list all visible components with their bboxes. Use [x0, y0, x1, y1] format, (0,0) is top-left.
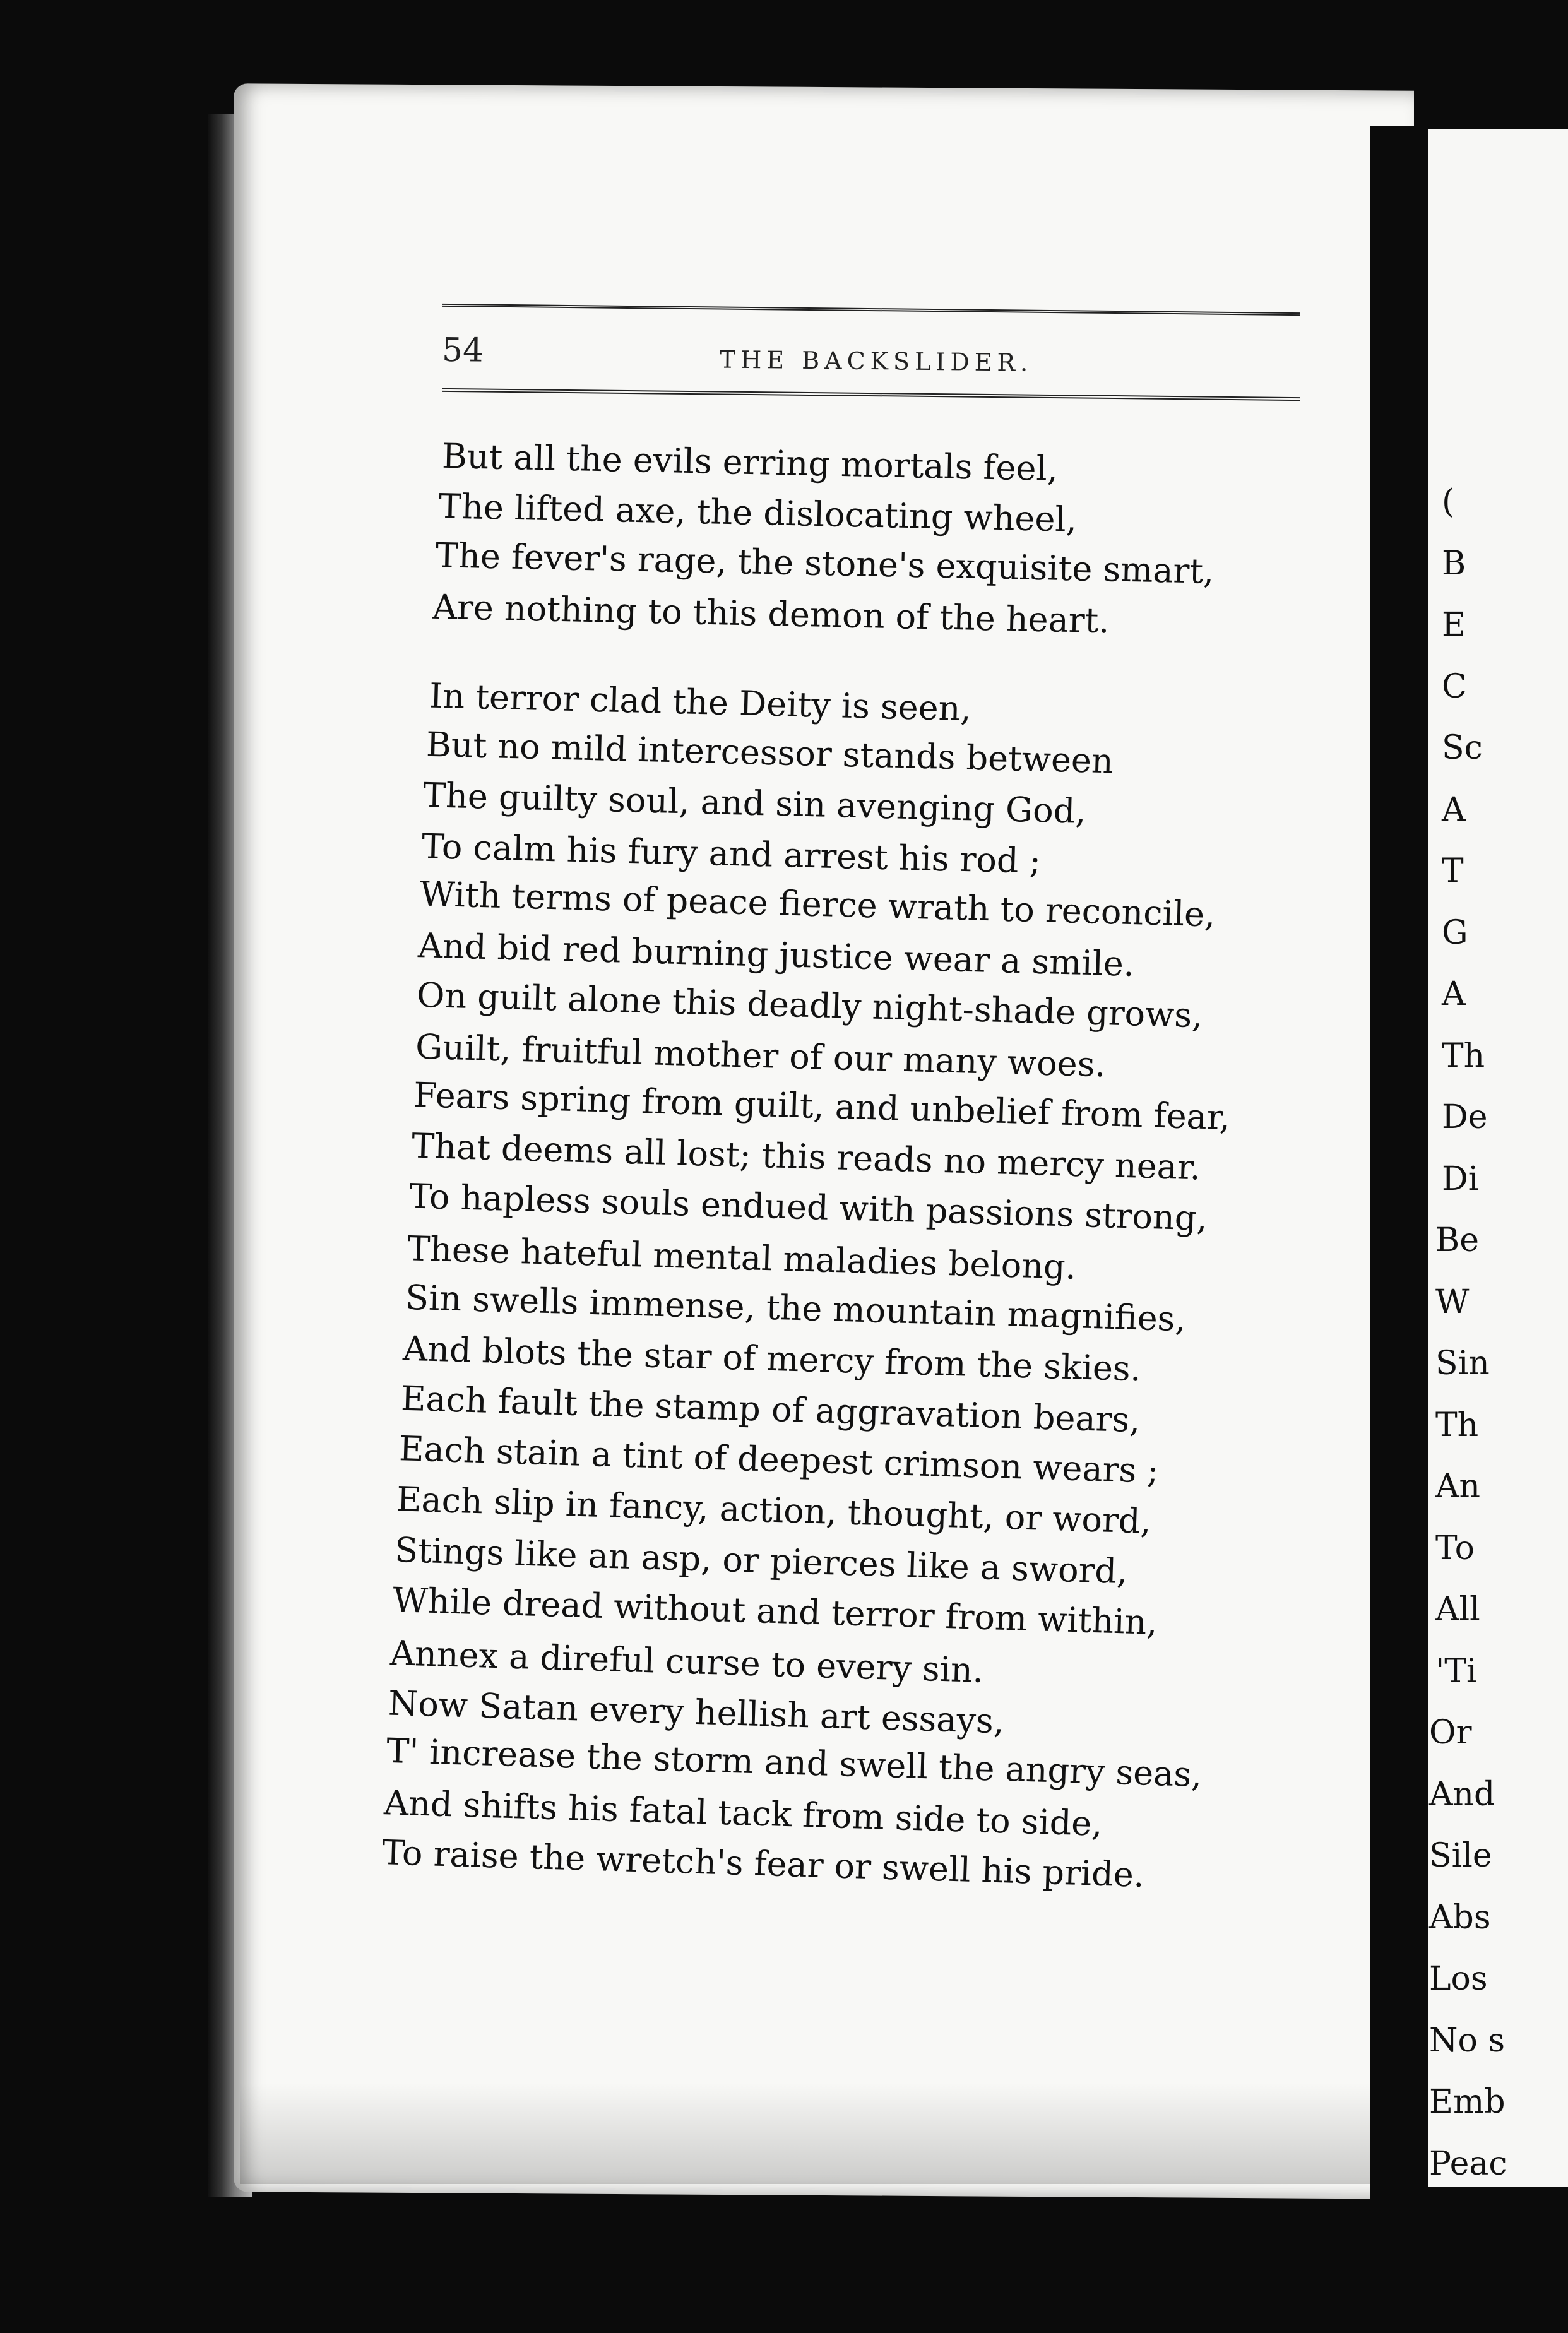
facing-page-fragment: 'Ti	[1435, 1652, 1477, 1690]
poem-line: And blots the star of mercy from the skies.	[402, 1328, 1142, 1389]
poem-line: These hateful mental maladies belong.	[407, 1228, 1077, 1287]
facing-page-fragment: De	[1442, 1098, 1488, 1136]
running-title: THE BACKSLIDER.	[719, 345, 1033, 377]
facing-page-fragment: Sile	[1429, 1837, 1492, 1875]
poem-line: T' increase the storm and swell the angry seas,	[386, 1730, 1203, 1795]
facing-page-fragment: Peac	[1429, 2144, 1507, 2183]
facing-page-fragment: A	[1442, 975, 1466, 1013]
poem-line: Guilt, fruitful mother of our many woes.	[415, 1026, 1107, 1085]
facing-page-fragment: B	[1442, 544, 1466, 583]
poem-line: Stings like an asp, or pierces like a sword,	[394, 1529, 1129, 1592]
facing-page-fragment: G	[1442, 913, 1468, 952]
poem-line: On guilt alone this deadly night-shade grows,	[416, 975, 1204, 1036]
facing-page-fragment: T	[1442, 852, 1464, 890]
poem-line: While dread without and terror from within,	[392, 1580, 1158, 1642]
poem-line: Annex a direful curse to every sin.	[389, 1633, 984, 1690]
poem-line: To hapless souls endued with passions strong,	[408, 1176, 1208, 1238]
poem-line: But all the evils erring mortals feel,	[441, 436, 1059, 489]
poem-line: To calm his fury and arrest his rod ;	[421, 826, 1042, 881]
poem-line: Fears spring from guilt, and unbelief from fear,	[413, 1074, 1231, 1138]
poem-line: The guilty soul, and sin avenging God,	[422, 775, 1087, 831]
facing-page-fragment: No s	[1429, 2021, 1506, 2060]
poem-line: Each slip in fancy, action, thought, or word,	[396, 1479, 1152, 1541]
facing-page-fragment: Sc	[1442, 729, 1483, 767]
poem-line: The fever's rage, the stone's exquisite smart,	[435, 535, 1215, 591]
facing-page-fragment: E	[1442, 606, 1466, 644]
poem-line: And shifts his fatal tack from side to side,	[383, 1783, 1103, 1844]
poem-line: But no mild intercessor stands between	[425, 724, 1114, 781]
facing-page-fragment: Be	[1435, 1221, 1479, 1259]
poem-line: In terror clad the Deity is seen,	[429, 675, 972, 729]
poem-line: Each stain a tint of deepest crimson wears ;	[398, 1428, 1160, 1491]
facing-page-fragment: Di	[1442, 1160, 1479, 1198]
facing-page-fragment: Th	[1435, 1406, 1479, 1444]
poem-line: Sin swells immense, the mountain magnifies,	[405, 1277, 1187, 1339]
facing-page-fragment: Abs	[1429, 1898, 1491, 1937]
poem-line: Are nothing to this demon of the heart.	[432, 586, 1110, 641]
facing-page-fragment: Or	[1429, 1714, 1472, 1752]
poem-line: That deems all lost; this reads no mercy near.	[411, 1125, 1201, 1188]
facing-page-fragment: Emb	[1429, 2083, 1506, 2121]
poem-line: And bid red burning justice wear a smile.	[417, 925, 1135, 984]
poem-line: With terms of peace fierce wrath to reconcile,	[419, 874, 1216, 935]
facing-page-fragment: C	[1442, 667, 1467, 706]
facing-page-fragment: Los	[1429, 1960, 1488, 1998]
facing-page-fragment: And	[1429, 1775, 1495, 1814]
poem-line: The lifted axe, the dislocating wheel,	[438, 486, 1078, 540]
facing-page-fragment: Th	[1442, 1036, 1485, 1075]
facing-page-fragment: An	[1435, 1468, 1481, 1505]
facing-page-fragment: Sin	[1435, 1345, 1490, 1382]
poem-line: To raise the wretch's fear or swell his pride.	[381, 1832, 1145, 1895]
facing-page-fragment: (	[1442, 483, 1455, 521]
facing-page-fragment: To	[1435, 1529, 1475, 1567]
facing-page-fragment: W	[1435, 1283, 1470, 1321]
facing-page-fragment: A	[1442, 790, 1466, 829]
facing-page-fragment: All	[1435, 1591, 1480, 1629]
page-number: 54	[441, 331, 484, 370]
poem-line: Each fault the stamp of aggravation bears,	[400, 1378, 1141, 1440]
poem-line: Now Satan every hellish art essays,	[388, 1683, 1005, 1742]
